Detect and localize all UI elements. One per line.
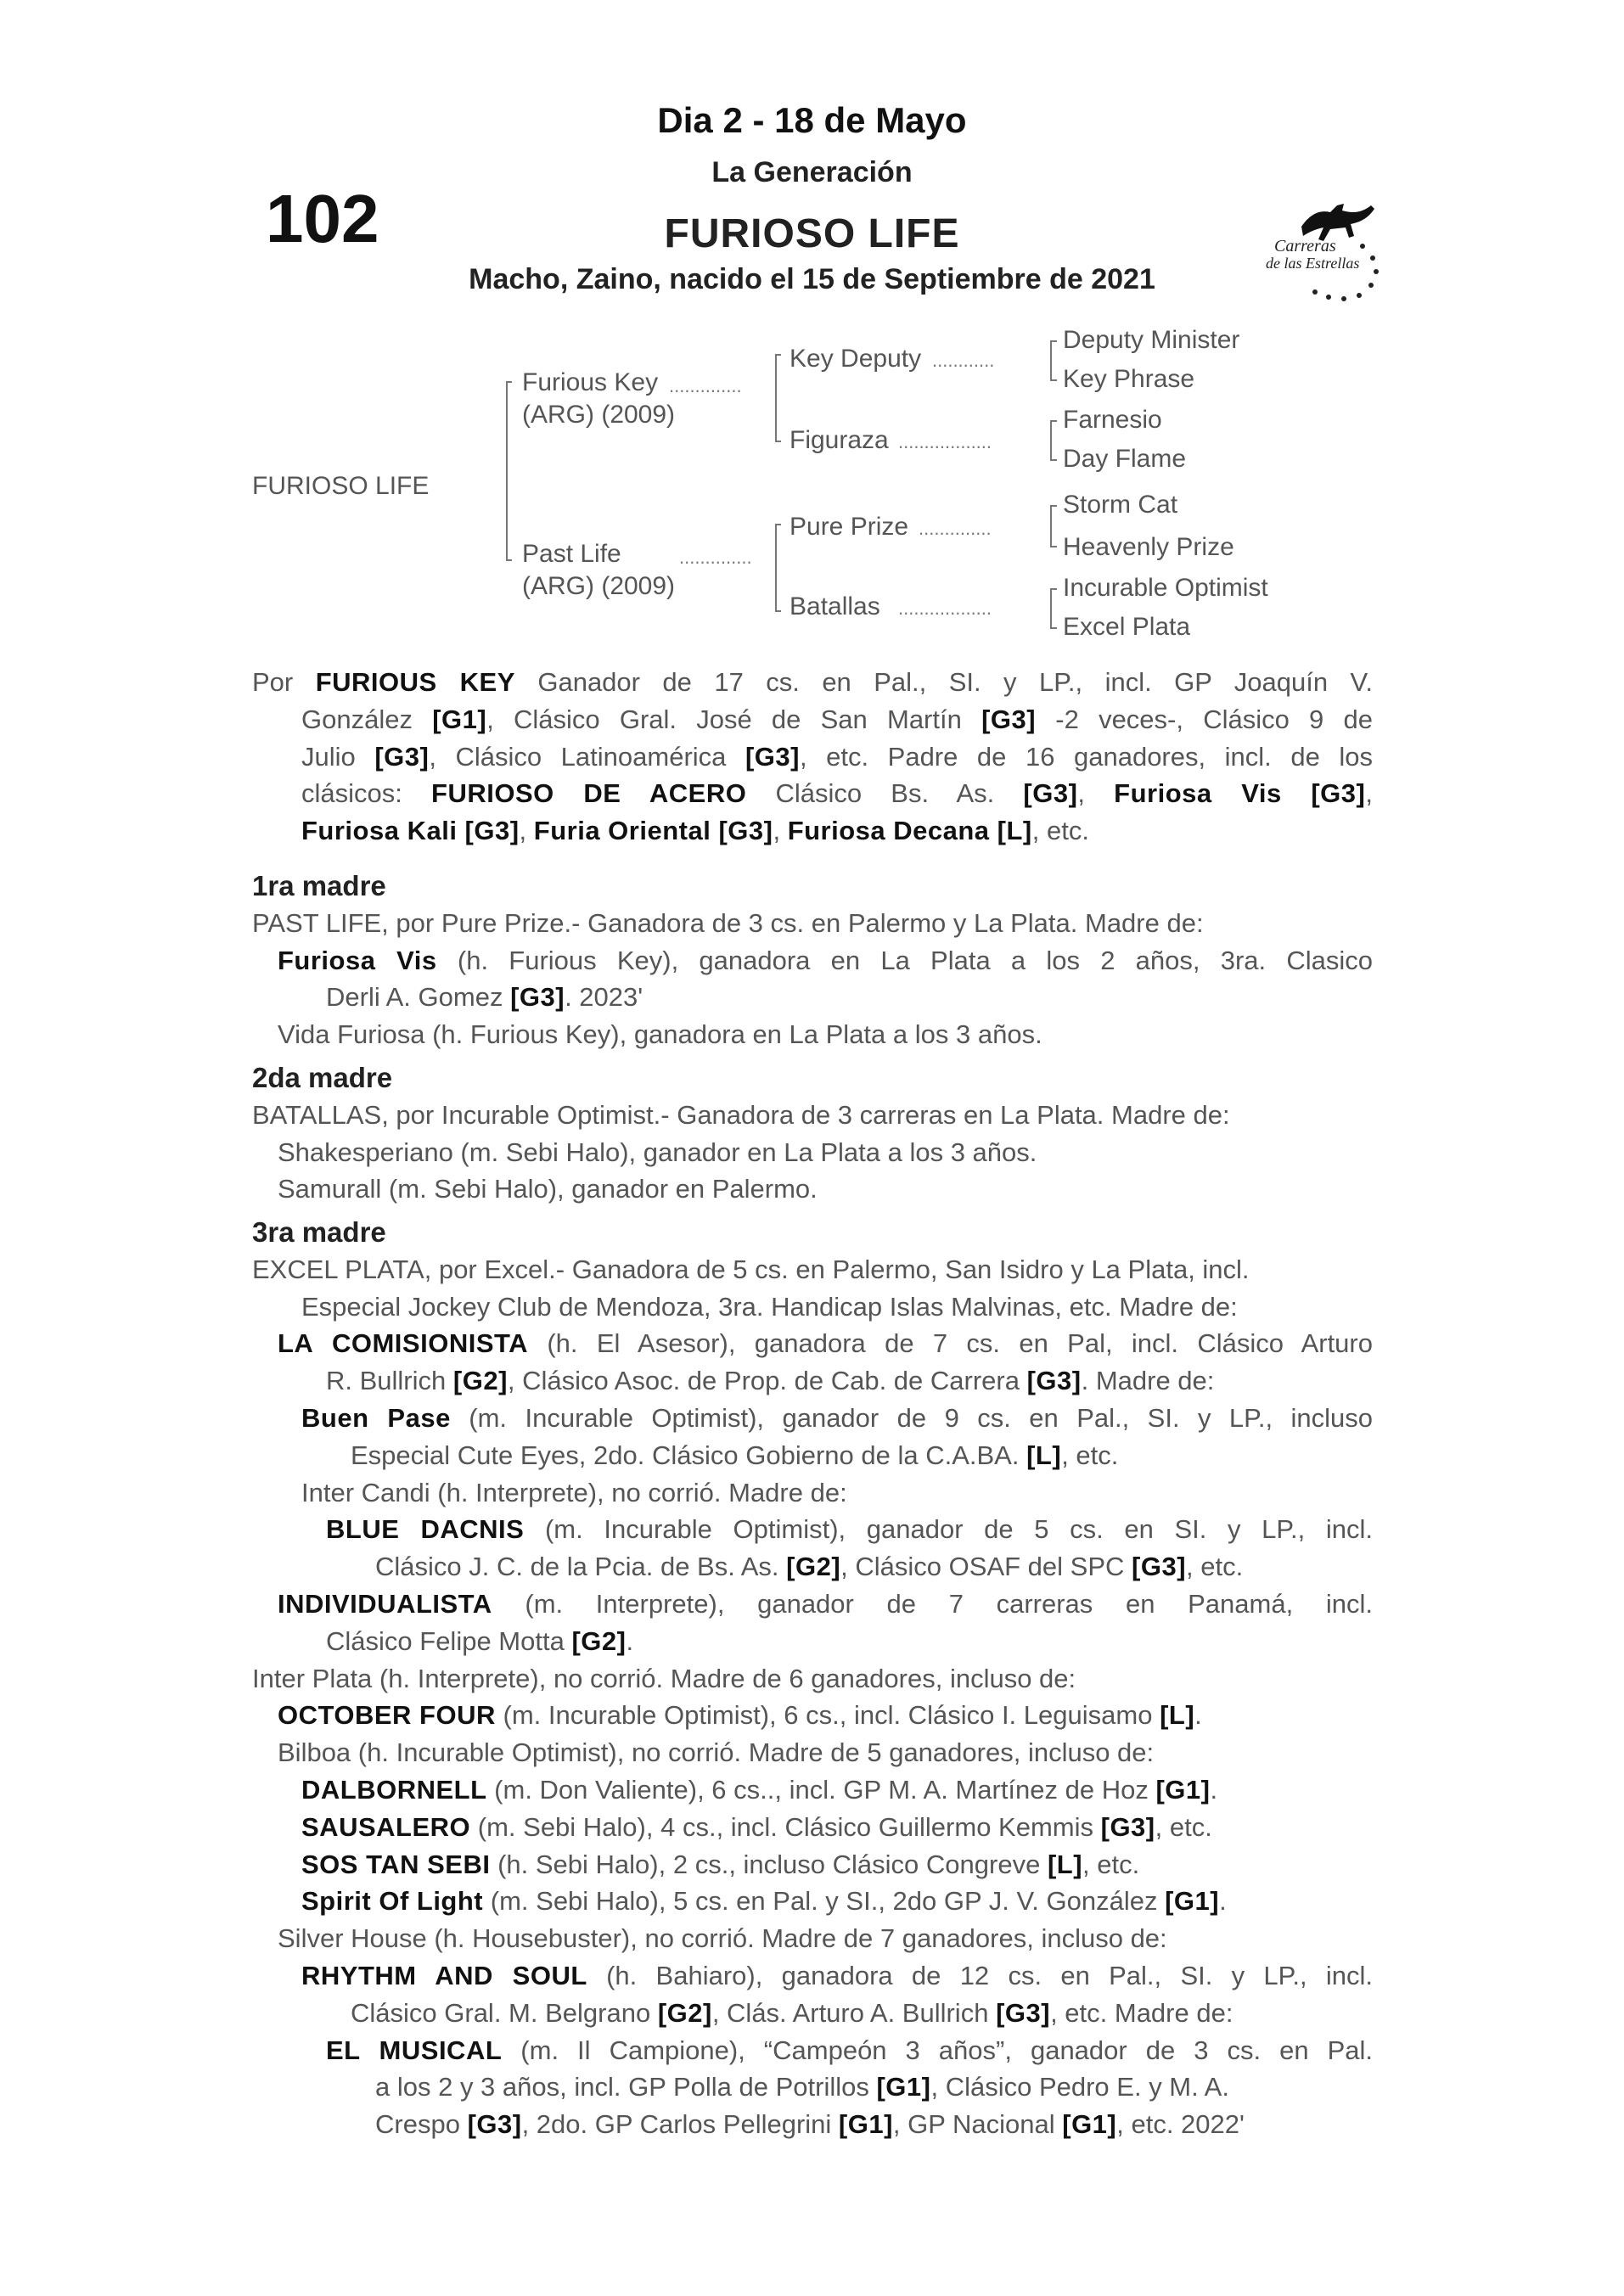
logo-text-line2: de las Estrellas [1266,255,1360,272]
sire-line-4: clásicos: FURIOSO DE ACERO Clásico Bs. As. [G3], Furiosa Vis [G3], [301,778,1373,809]
pedigree-g3-2: Key Phrase [1063,365,1195,393]
horse-silhouette-icon [1301,204,1374,241]
lot-number: 102 [266,181,379,256]
svg-text:..............: .............. [919,518,992,539]
sire-line-3: Julio [G3], Clásico Latinoamérica [G3], etc. Padre de 16 ganadores, incl. de los [301,741,1373,772]
pedigree-g3-6: Heavenly Prize [1063,533,1234,561]
second-dam-heading: 2da madre [252,1062,393,1093]
pedigree-dam-origin: (ARG) (2009) [522,572,676,600]
pedigree-sire: Furious Key [522,368,659,396]
day-heading: Dia 2 - 18 de Mayo [657,100,967,140]
pedigree-sire-origin: (ARG) (2009) [522,401,676,429]
sire-line-2: González [G1], Clásico Gral. José de San Martín [G3] -2 veces-, Clásico 9 de [301,704,1373,734]
second-dam-section: 2da madre BATALLAS, por Incurable Optimist.- Ganadora de 3 carreras en La Plata. Madre de: Shakesperiano (m. Sebi Halo), ganador en La Plata a los 3 años. Samurall (m. Sebi Halo), ganador en Palermo. [252,1059,1373,1208]
logo-text-line1: Carreras [1274,237,1336,255]
pedigree-g3-3: Farnesio [1063,406,1162,434]
pedigree-subject: FURIOSO LIFE [252,472,430,500]
pedigree-sire-dam: Figuraza [790,426,889,454]
svg-text:..............: .............. [669,375,742,396]
first-dam-heading: 1ra madre [252,870,386,901]
pedigree-dam: Past Life [522,540,621,568]
carreras-logo [1235,180,1396,307]
third-dam-section: 3ra madre EXCEL PLATA, por Excel.- Ganadora de 5 cs. en Palermo, San Isidro y La Plata, incl. Especial Jockey Club de Mendoza, 3ra. Handicap Islas Malvinas, etc. Madre de: LA COMISIONISTA (h. El Asesor), ganadora de 7 cs. en Pal, incl. Clásico Arturo R. Bullrich [G2], Clásico Asoc. de Prop. de Cab. de Carrera [G3]. Madre de: Buen Pase (m. Incurable Optimist), ganador de 9 cs. en Pal., SI. y LP., incluso Especial Cute Eyes, 2do. Clásico Gobierno de la C.A.BA. [L], etc. Inter Candi (h. Interprete), no corrió. Madre de: BLUE DACNIS (m. Incurable Optimist), ganador de 5 cs. en SI. y LP., incl. Clásico J. C. de la Pcia. de Bs. As. [G2], Clásico OSAF del SPC [G3], etc. INDIVIDUALISTA (m. Interprete), ganador de 7 carreras en Panamá, incl. Clásico Felipe Motta [G2]. Inter Plata (h. Interprete), no corrió. Madre de 6 ganadores, incluso de: OCTOBER FOUR (m. Incurable Optimist), 6 cs., incl. Clásico I. Leguisamo [L]. Bilboa (h. Incurable Optimist), no corrió. Madre de 5 ganadores, incluso de: DALBORNELL (m. Don Valiente), 6 cs.., incl. GP M. A. Martínez de Hoz [G1]. SAUSALERO (m. Sebi Halo), 4 cs., incl. Clásico Guillermo Kemmis [G3], etc. SOS TAN SEBI (h. Sebi Halo), 2 cs., incluso Clásico Congreve [L], etc. Spirit Of Light (m. Sebi Halo), 5 cs. en Pal. y SI., 2do GP J. V. González [G1]. Silver House (h. Housebuster), no corrió. Madre de 7 ganadores, incluso de: RHYTHM AND SOUL (h. Bahiaro), ganadora de 12 cs. en Pal., SI. y LP., incl. Clásico Gral. M. Belgrano [G2], Clás. Arturo A. Bullrich [G3], etc. Madre de: EL MUSICAL (m. Il Campione), “Campeón 3 años”, ganador de 3 cs. en Pal. a los 2 y 3 años, incl. GP Polla de Potrillos [G1], Clásico Pedro E. y M. A. Crespo [G3], 2do. GP Carlos Pellegrini [G1], GP Nacional [G1], etc. 2022' [252,1214,1373,2143]
first-dam-section: 1ra madre PAST LIFE, por Pure Prize.- Ganadora de 3 cs. en Palermo y La Plata. Madre de: Furiosa Vis (h. Furious Key), ganadora en La Plata a los 2 años, 3ra. Clasico Derli A. Gomez [G3]. 2023' Vida Furiosa (h. Furious Key), ganadora en La Plata a los 3 años. [252,867,1373,1053]
svg-text:..................: .................. [898,431,992,452]
sire-line-5: Furiosa Kali [G3], Furia Oriental [G3], Furiosa Decana [L], etc. [301,816,1089,846]
pedigree-g3-7: Incurable Optimist [1063,574,1268,602]
pedigree-g3-1: Deputy Minister [1063,326,1240,354]
sire-name: FURIOUS KEY [315,667,515,697]
svg-text:............: ............ [932,350,995,371]
pedigree-dam-sire: Pure Prize [790,513,909,541]
pedigree-lines [0,0,1624,662]
svg-text:..............: .............. [679,547,752,568]
horse-name: FURIOSO LIFE [664,211,960,256]
pedigree-dam-dam: Batallas [790,592,880,620]
pedigree-g3-5: Storm Cat [1063,491,1178,519]
pedigree-g3-4: Day Flame [1063,445,1187,473]
third-dam-heading: 3ra madre [252,1216,386,1248]
sire-line-1: Por FURIOUS KEY Ganador de 17 cs. en Pal., SI. y LP., incl. GP Joaquín V. [252,667,1373,697]
generation-title: La Generación [711,156,913,188]
horse-description: Macho, Zaino, nacido el 15 de Septiembre de 2021 [469,263,1155,295]
svg-text:..................: .................. [898,598,992,619]
pedigree-sire-sire: Key Deputy [790,345,922,373]
sire-paragraph [252,664,1373,850]
pedigree-g3-8: Excel Plata [1063,613,1191,641]
